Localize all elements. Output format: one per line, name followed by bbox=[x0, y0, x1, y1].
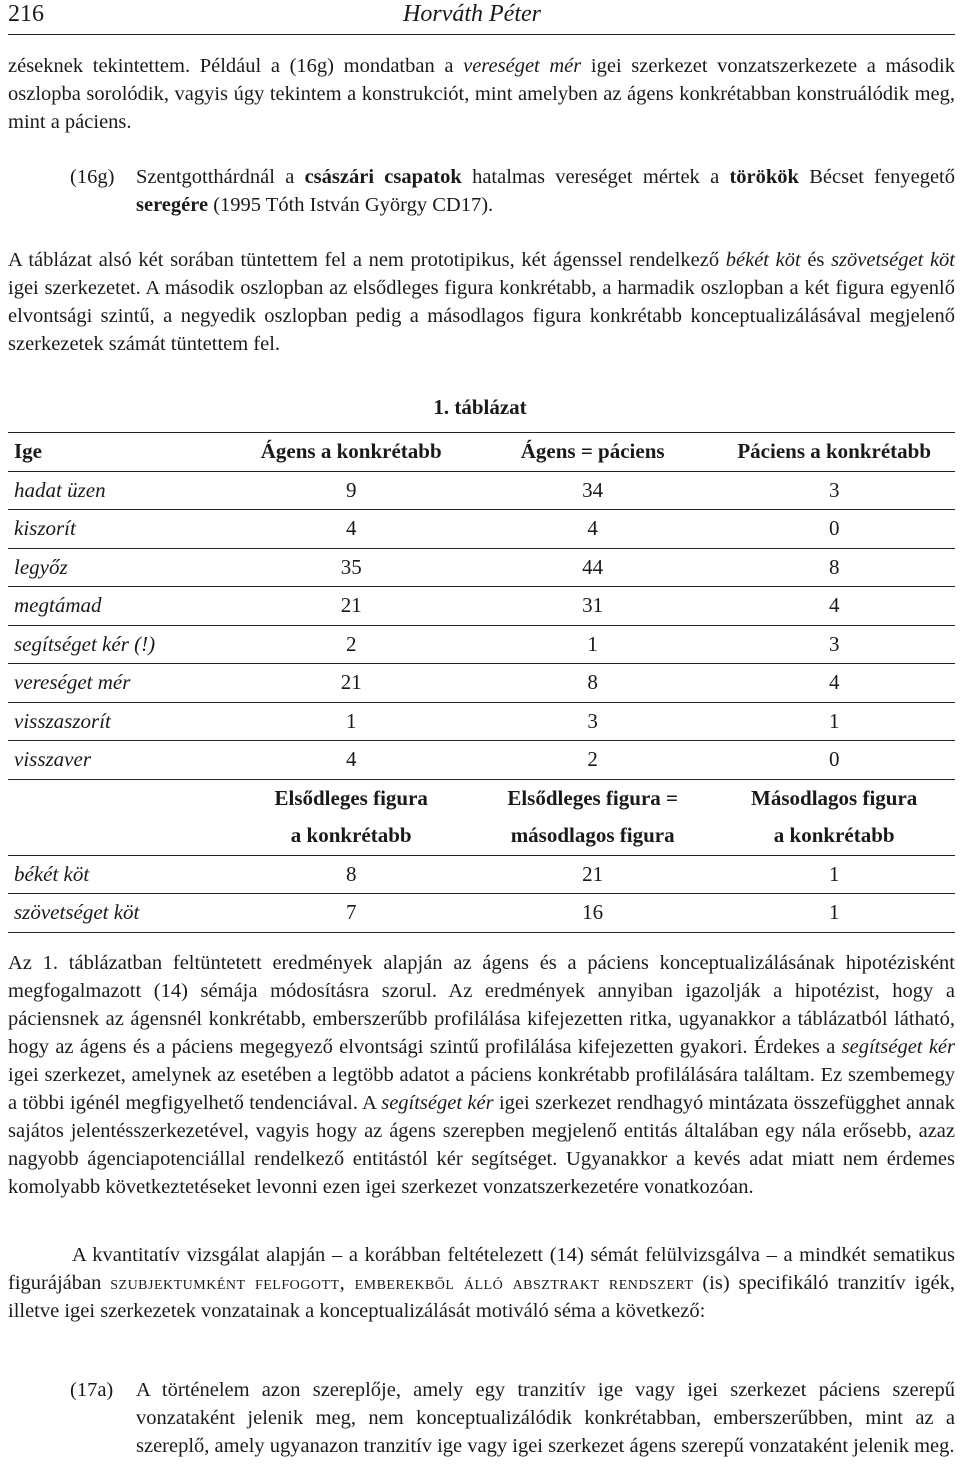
example-label: (17a) bbox=[70, 1379, 114, 1401]
table-row: visszaver 4 2 0 bbox=[8, 741, 955, 780]
intro-paragraph: zéseknek tekintettem. Például a (16g) mondatban a vereséget mér igei szerkezet vonzatszerkezete a második oszlopba sorolódik, vagyis úgy tekintem a konstrukciót, mint amelyben az ágens konkrétabban konstruálódik meg, mint a páciens. bbox=[8, 55, 955, 133]
table-row: megtámad 21 31 4 bbox=[8, 587, 955, 626]
table-row: visszaszorít 1 3 1 bbox=[8, 702, 955, 741]
table-title: 1. táblázat bbox=[433, 395, 527, 419]
column-header: Ágens a konkrétabb bbox=[260, 439, 442, 463]
small-caps-term: szubjektumként felfogott, emberekből álló absztrakt rendszert bbox=[110, 1272, 694, 1294]
column-subheader: Elsődleges figura a konkrétabb bbox=[274, 785, 428, 847]
example-16g bbox=[70, 163, 955, 219]
page-number: 216 bbox=[8, 1, 44, 27]
example-text: A történelem azon szereplője, amely egy tranzitív ige vagy igei szerkezet páciens szerepű vonzataként jelenik meg, nem konceptualizálódik konkrétabban, emberszerűbben, mint az a szereplő, amely ugyanazon tranzitív ige vagy igei szerkezet ágens szerepű vonzataként jelenik meg. bbox=[136, 1379, 955, 1457]
example-text: Szentgotthárdnál a császári csapatok hatalmas vereséget mértek a törökök Bécset fenyegető seregére (1995 Tóth István György CD17). bbox=[136, 166, 955, 216]
table-subheader-row bbox=[8, 779, 955, 855]
table-row: kiszorít 4 4 0 bbox=[8, 510, 955, 549]
column-header: Ige bbox=[14, 439, 42, 463]
data-table bbox=[8, 432, 955, 933]
table-header-row bbox=[8, 433, 955, 472]
table-row: békét köt 8 21 1 bbox=[8, 855, 955, 894]
table-row: segítséget kér (!) 2 1 3 bbox=[8, 625, 955, 664]
conclusion-paragraph: A kvantitatív vizsgálat alapján – a korábban feltételezett (14) sémát felülvizsgálva – a mindkét sematikus figurájában szubjektumként felfogott, emberekből álló absztrakt rendszert (is) specifikáló tranzitív igék, illetve igei szerkezetek vonzatainak a konceptualizálását motiváló séma a következő: bbox=[8, 1244, 955, 1322]
table-row: vereséget mér 21 8 4 bbox=[8, 664, 955, 703]
table-row: szövetséget köt 7 16 1 bbox=[8, 894, 955, 933]
column-subheader: Elsődleges figura = másodlagos figura bbox=[507, 785, 678, 847]
table-intro-paragraph: A táblázat alsó két sorában tüntettem fel a nem prototipikus, két ágenssel rendelkező békét köt és szövetséget köt igei szerkezetet. A második oszlopban az elsődleges figura konkrétabb, a harmadik oszlopban a két figura egyenlő elvontsági szintű, a negyedik oszlopban pedig a másodlagos figura konkrétabb konceptualizálásával megjelenő szerkezetek számát tüntettem fel. bbox=[8, 249, 955, 355]
example-label: (16g) bbox=[70, 166, 115, 188]
inline-term: vereséget mér bbox=[463, 55, 582, 77]
running-head-author: Horváth Péter bbox=[403, 1, 541, 27]
column-header: Ágens = páciens bbox=[520, 439, 665, 463]
column-header: Páciens a konkrétabb bbox=[737, 439, 932, 463]
table-row: legyőz 35 44 8 bbox=[8, 548, 955, 587]
results-paragraph: Az 1. táblázatban feltüntetett eredmények alapján az ágens és a páciens konceptualizálásának hipotézisként megfogalmazott (14) sémája módosításra szorul. Az eredmények annyiban igazolják a hipotézist, hogy a páciensnek az ágensnél konkrétabb, emberszerűbb profilálása kifejezetten ritka, ugyanakkor a táblázatból látható, hogy az ágens és a páciens megegyező elvontsági szintű profilálása kifejezetten gyakori. Érdekes a segítséget kér igei szerkezet, amelynek az esetében a legtöbb adatot a páciens konkrétabb profilálására találtam. Ez szembemegy a többi igénél megfigyelhető tendenciával. A segítséget kér igei szerkezet rendhagyó mintázata összefügghet annak sajátos jelentésszerkezetével, vagyis hogy az ágens szerepben megjelenő entitás általában egy nála erősebb, azaz nagyobb ágenciapotenciállal rendelkező entitástól kér segítséget. Ugyanakkor a kevés adat miatt nem érdemes komolyabb következtetéseket levonni ezen igei szerkezet vonzatszerkezetére vonatkozóan. bbox=[8, 952, 955, 1198]
column-subheader: Másodlagos figura a konkrétabb bbox=[751, 785, 918, 847]
table-row: hadat üzen 9 34 3 bbox=[8, 471, 955, 510]
example-17a bbox=[70, 1376, 955, 1460]
